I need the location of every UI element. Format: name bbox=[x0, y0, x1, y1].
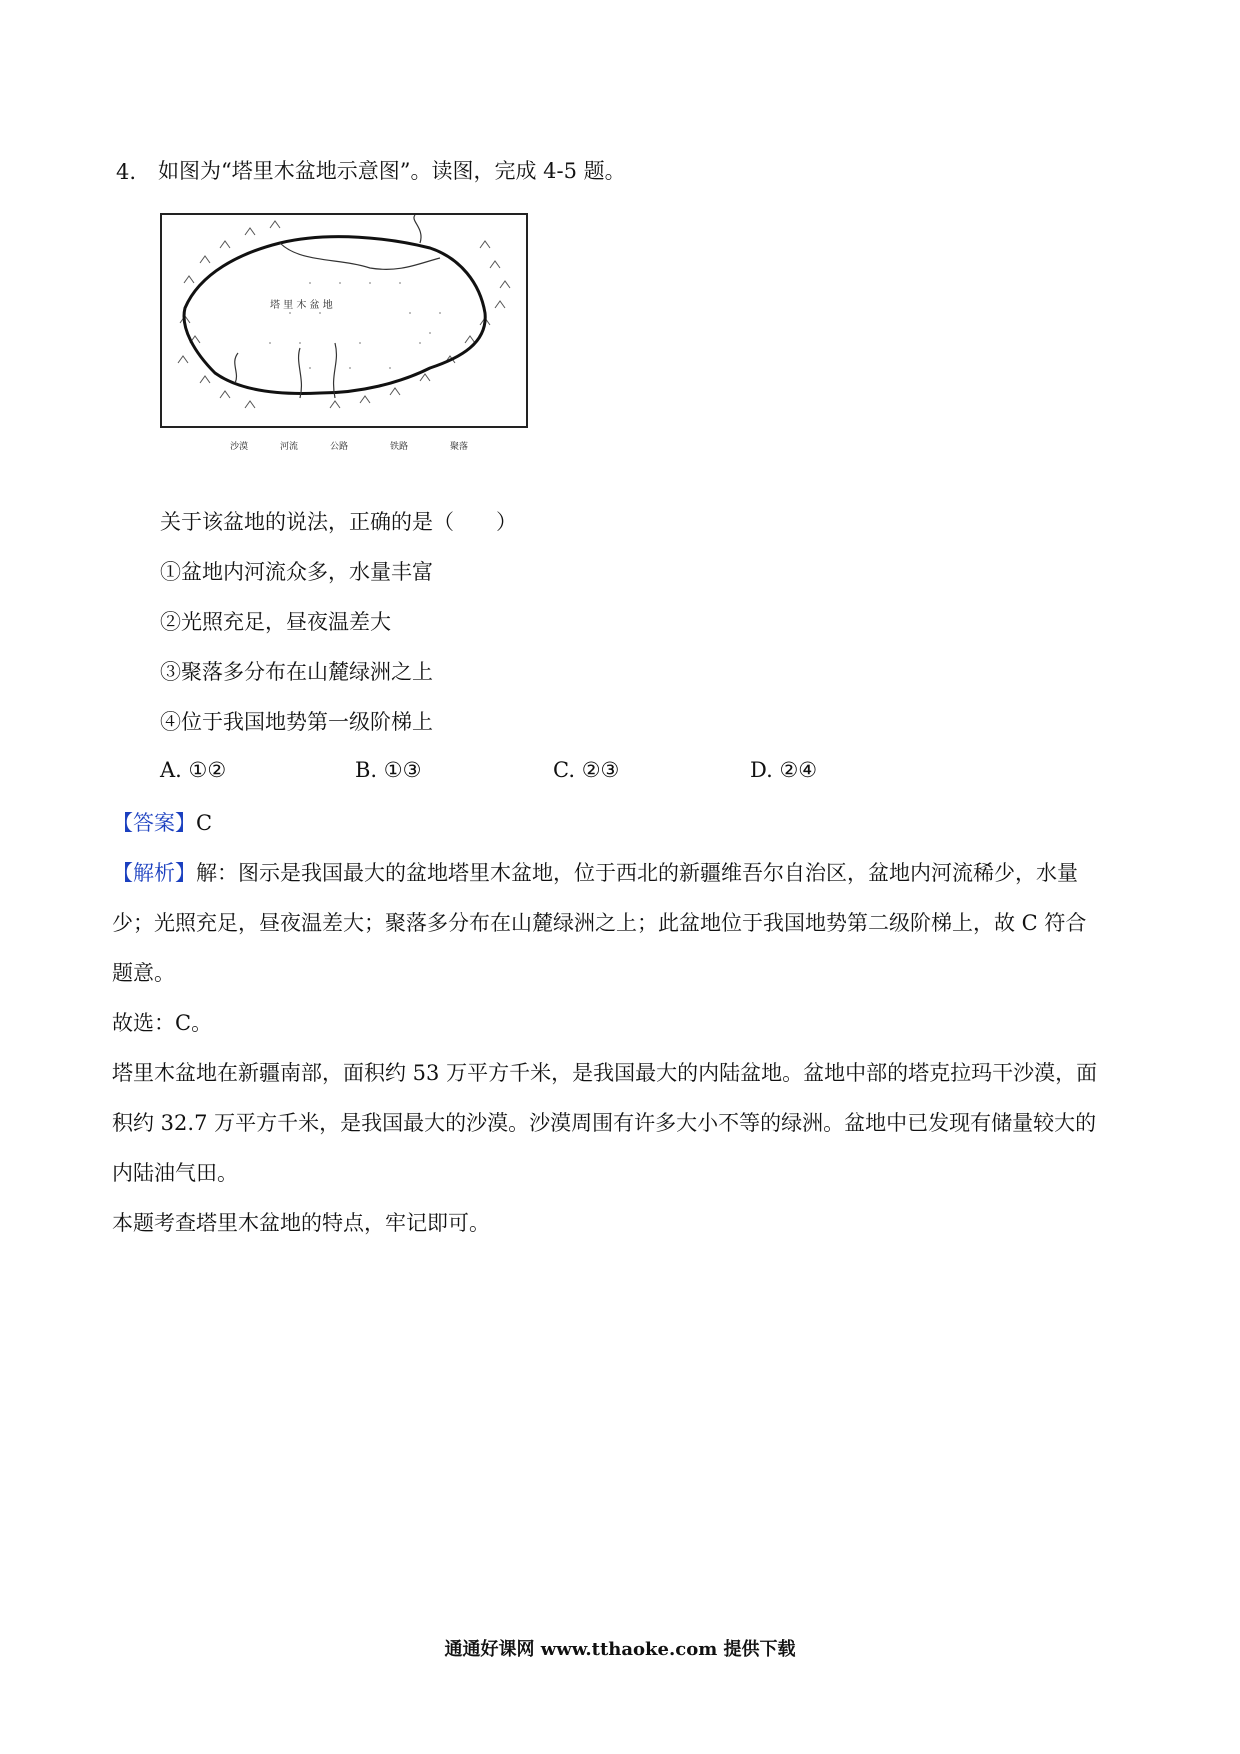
option-a: A. ①② bbox=[160, 758, 227, 782]
analysis-line-8: 本题考查塔里木盆地的特点，牢记即可。 bbox=[112, 1211, 490, 1235]
legend-desert: 沙漠 bbox=[230, 442, 249, 452]
question-number: 4. bbox=[116, 160, 137, 184]
legend-railway: 铁路 bbox=[390, 442, 409, 452]
statement-3: ③聚落多分布在山麓绿洲之上 bbox=[160, 660, 433, 684]
legend-highway: 公路 bbox=[330, 442, 349, 452]
analysis-line-4: 故选：C。 bbox=[112, 1011, 213, 1035]
option-c: C. ②③ bbox=[553, 758, 620, 782]
map-legend bbox=[230, 440, 468, 452]
analysis-tag: 【解析】 bbox=[112, 861, 196, 885]
analysis-line-6: 积约 32.7 万平方千米，是我国最大的沙漠。沙漠周围有许多大小不等的绿洲。盆地中已发现有储量较大的 bbox=[112, 1111, 1097, 1135]
question-stem: 关于该盆地的说法，正确的是（ ） bbox=[160, 510, 517, 534]
legend-settlement: 聚落 bbox=[450, 442, 469, 452]
analysis-line-1: 【解析】解：图示是我国最大的盆地塔里木盆地，位于西北的新疆维吾尔自治区，盆地内河流稀少，水量 bbox=[112, 861, 1078, 885]
option-d: D. ②④ bbox=[750, 758, 818, 782]
statement-2: ②光照充足，昼夜温差大 bbox=[160, 610, 391, 634]
analysis-line-3: 题意。 bbox=[112, 961, 175, 985]
tarim-basin-map bbox=[160, 213, 528, 458]
answer bbox=[112, 808, 212, 838]
legend-river: 河流 bbox=[280, 442, 299, 452]
answer-tag: 【答案】 bbox=[112, 811, 196, 835]
analysis-line-5: 塔里木盆地在新疆南部，面积约 53 万平方千米，是我国最大的内陆盆地。盆地中部的塔克拉玛干沙漠，面 bbox=[112, 1061, 1098, 1085]
analysis-line-2: 少；光照充足，昼夜温差大；聚落多分布在山麓绿洲之上；此盆地位于我国地势第二级阶梯上，故 C 符合 bbox=[112, 911, 1087, 935]
answer-value: C bbox=[196, 811, 213, 835]
statement-1: ①盆地内河流众多，水量丰富 bbox=[160, 560, 433, 584]
statement-4: ④位于我国地势第一级阶梯上 bbox=[160, 710, 433, 734]
option-b: B. ①③ bbox=[355, 758, 422, 782]
analysis-line-7: 内陆油气田。 bbox=[112, 1161, 238, 1185]
question-intro: 如图为“塔里木盆地示意图”。读图，完成 4-5 题。 bbox=[158, 159, 626, 183]
basin-label: 塔 里 木 盆 地 bbox=[270, 300, 333, 311]
page-footer: 通通好课网 www.tthaoke.com 提供下载 bbox=[444, 1639, 796, 1660]
